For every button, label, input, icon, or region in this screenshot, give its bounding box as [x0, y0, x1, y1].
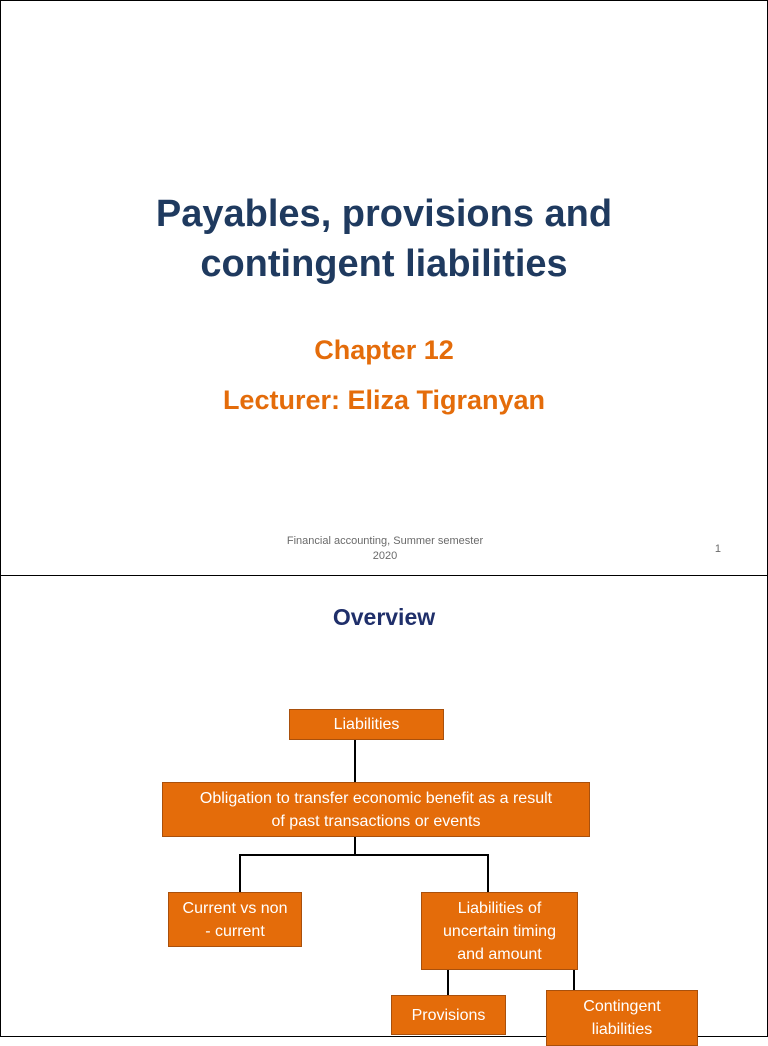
footer-line-2: 2020 [372, 550, 398, 562]
contingent-label-2: liabilities [591, 1021, 653, 1038]
connector-obligation-down [354, 837, 356, 855]
contingent-liabilities-box [546, 990, 698, 1046]
connector-uncertain-left [447, 970, 449, 995]
page-number: 1 [714, 543, 721, 555]
current-vs-noncurrent-box [168, 892, 302, 947]
title-line-2: contingent liabilities [200, 243, 568, 285]
slide-2 [0, 575, 768, 1037]
footer-line-1: Financial accounting, Summer semester [286, 535, 484, 547]
obligation-label-1: Obligation to transfer economic benefit as a result [199, 789, 553, 807]
obligation-label-2: of past transactions or events [271, 812, 481, 830]
connector-liabilities-obligation [354, 740, 356, 782]
uncertain-label-3: and amount [457, 945, 542, 963]
liabilities-box [289, 709, 444, 740]
liabilities-label: Liabilities [333, 716, 400, 733]
slide-title [1, 189, 767, 289]
connector-branch-left [239, 854, 241, 892]
connector-branch-right [487, 854, 489, 892]
chapter-label: Chapter 12 [314, 335, 454, 365]
lecturer-label: Lecturer: Eliza Tigranyan [222, 385, 546, 415]
current-label-2: - current [205, 922, 265, 940]
connector-uncertain-right [573, 970, 575, 990]
obligation-box [162, 782, 590, 837]
current-label-1: Current vs non [182, 899, 288, 917]
uncertain-liabilities-box [421, 892, 578, 970]
slide-footer [271, 534, 499, 564]
title-line-1: Payables, provisions and [155, 193, 613, 235]
provisions-label: Provisions [411, 1006, 486, 1024]
uncertain-label-1: Liabilities of [457, 899, 542, 917]
provisions-box [391, 995, 506, 1035]
contingent-label-1: Contingent [583, 998, 661, 1015]
uncertain-label-2: uncertain timing [443, 922, 556, 940]
overview-title: Overview [332, 604, 436, 630]
connector-branch-horizontal [239, 854, 489, 856]
